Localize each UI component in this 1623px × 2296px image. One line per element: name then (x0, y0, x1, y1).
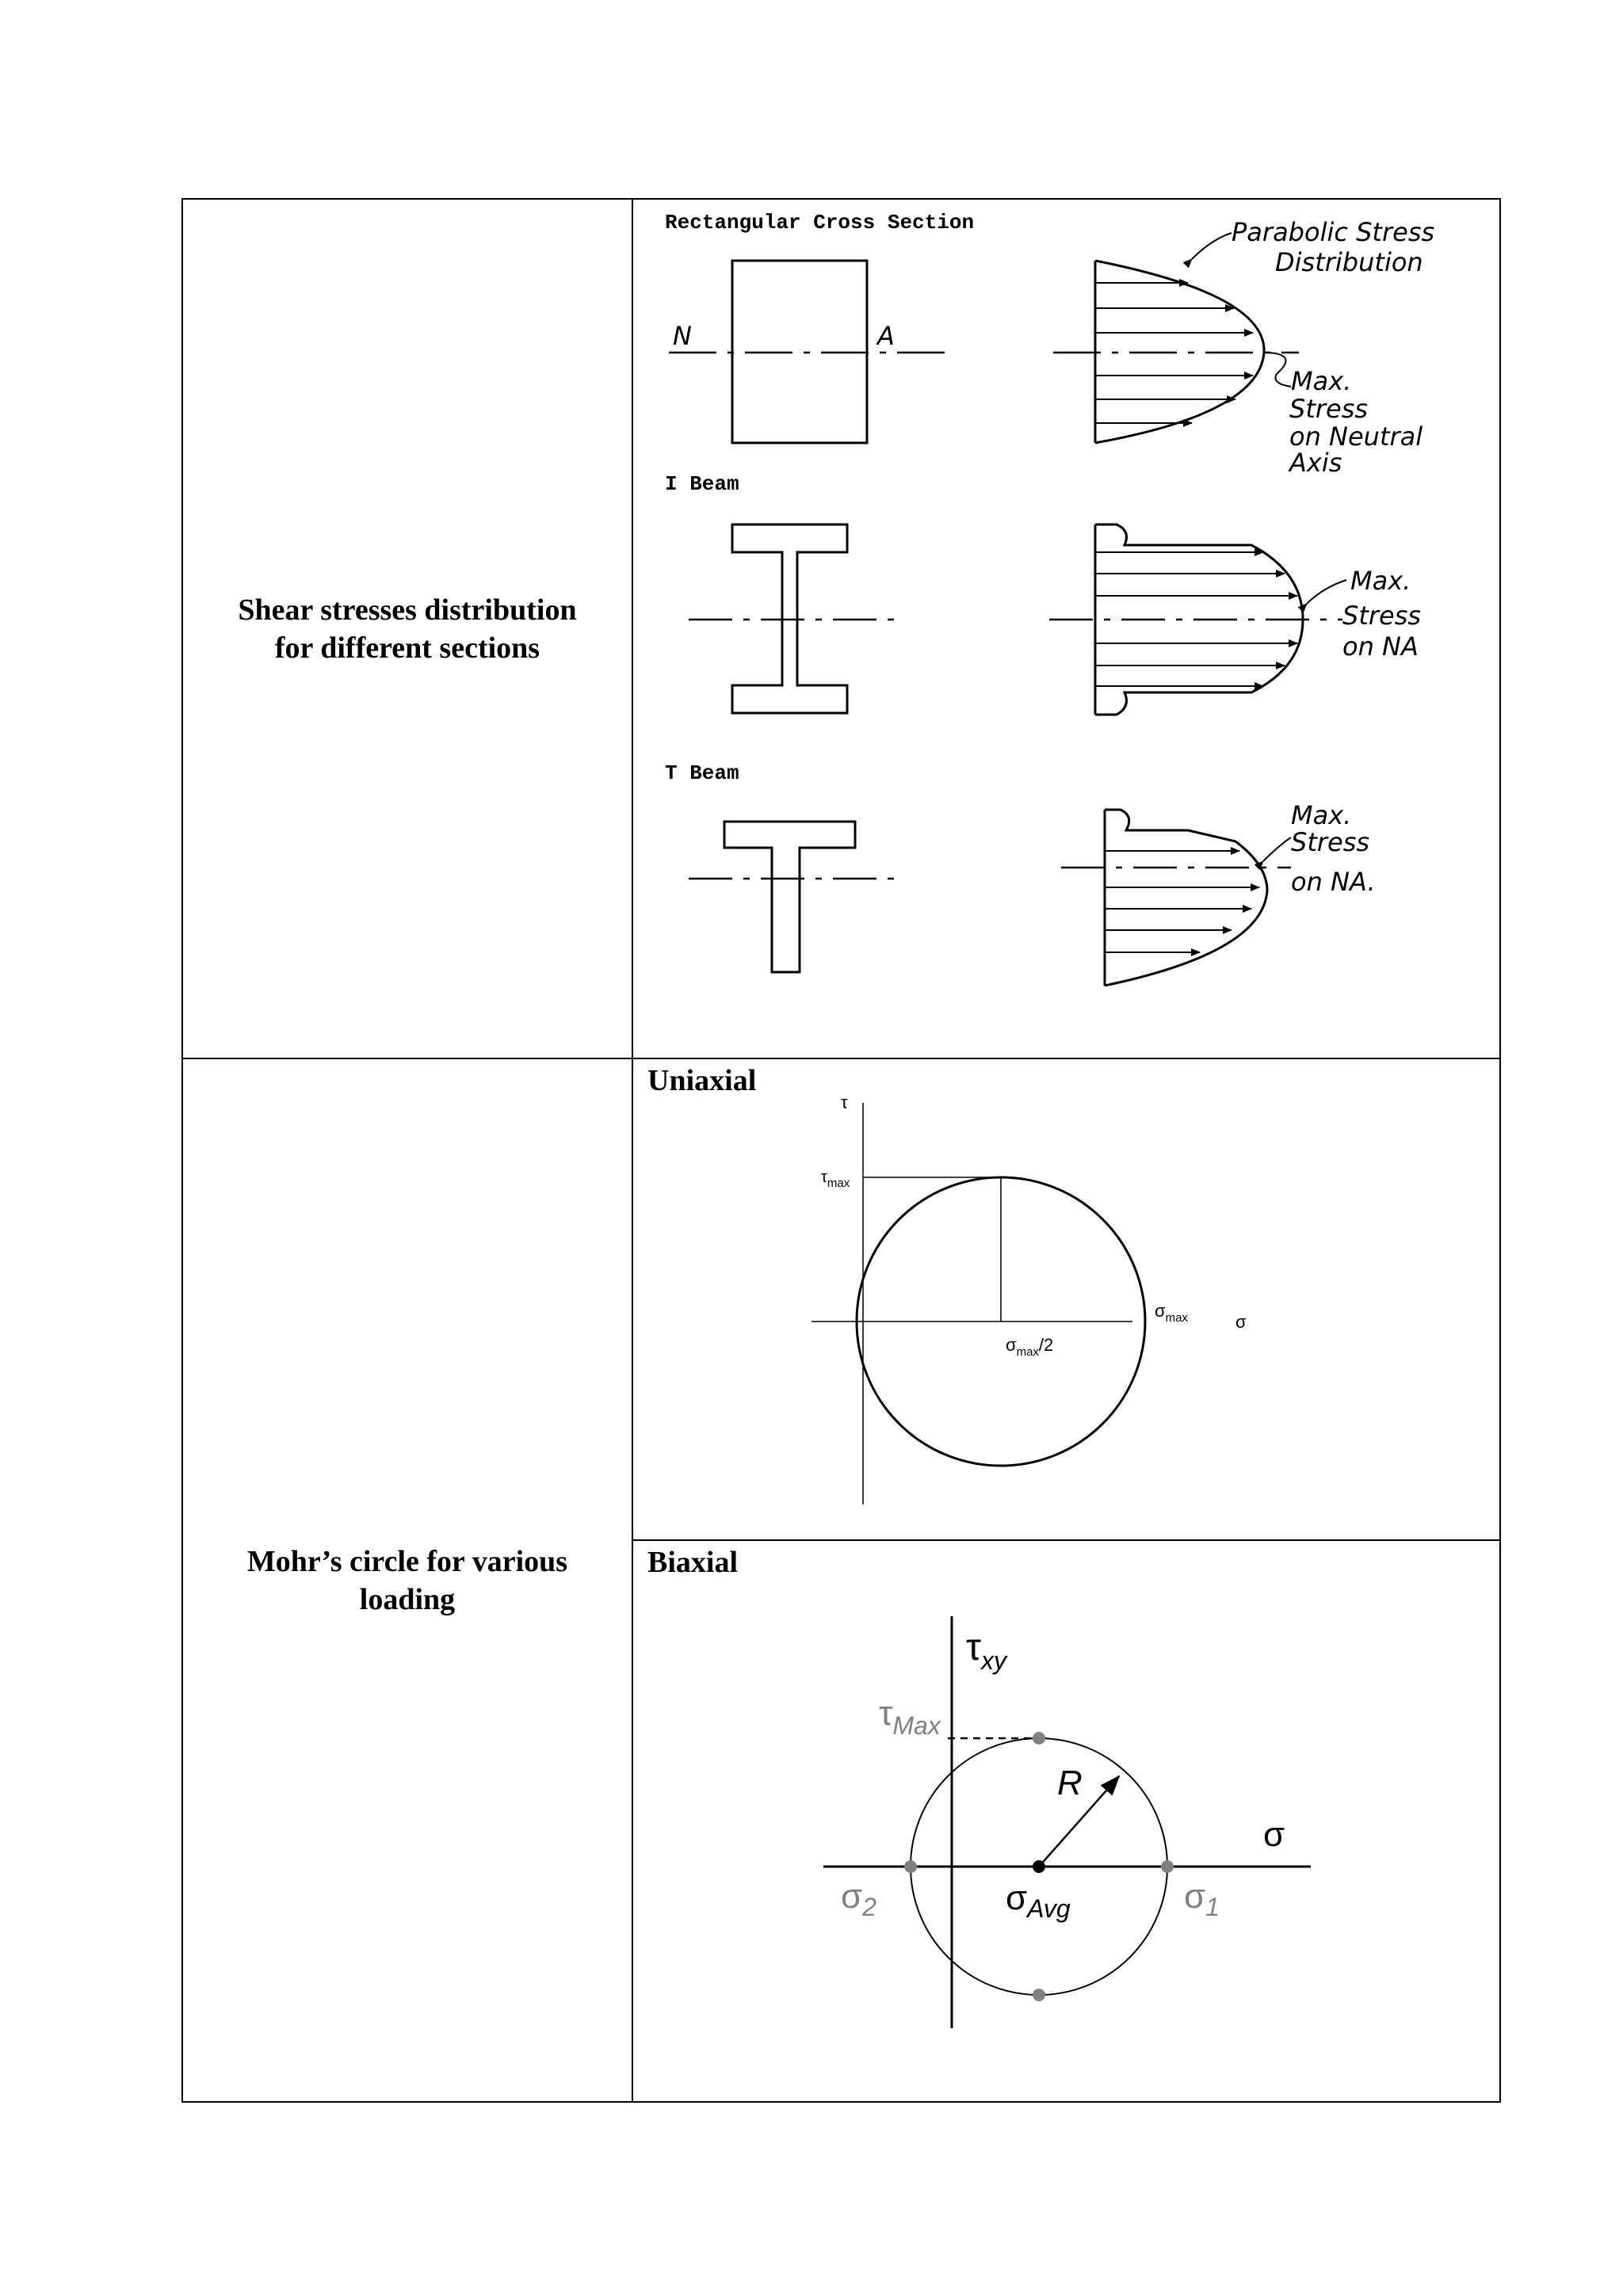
biaxial-sigma-2-sub: 2 (862, 1893, 876, 1921)
uniaxial-mohr-figure (633, 1059, 1499, 1539)
biaxial-top-point (1033, 1732, 1045, 1745)
ibeam-annotation-1: Max. (1350, 566, 1411, 596)
table-border-bottom (181, 2101, 1501, 2103)
row2-label-cell (183, 1059, 632, 2101)
tbeam-annotation-1: Max. (1291, 800, 1352, 830)
biaxial-radius-label: R (1057, 1764, 1083, 1802)
rect-annotation-pointer (1192, 233, 1232, 259)
uniaxial-title: Uniaxial (647, 1064, 757, 1097)
biaxial-tau-max-symbol: τ (879, 1694, 893, 1733)
biaxial-tau-max-label (879, 1694, 941, 1740)
uniaxial-sigma-label: σ (1235, 1312, 1247, 1332)
uniaxial-sigma-half-symbol: σ (1006, 1335, 1017, 1355)
tbeam-annotation-pointer (1263, 837, 1291, 861)
uniaxial-tau-max-symbol: τ (821, 1169, 827, 1186)
tbeam-annotation-2: Stress (1291, 827, 1370, 857)
biaxial-mohr-figure (633, 1541, 1499, 2101)
biaxial-left-point (904, 1860, 917, 1873)
biaxial-sigma-2-label (841, 1877, 876, 1921)
rect-axis-label-n: N (673, 321, 692, 351)
biaxial-tau-xy-symbol: τ (966, 1627, 981, 1669)
biaxial-tau-xy-sub: xy (980, 1646, 1006, 1675)
row2-label-line1: Mohr’s circle for various (246, 1544, 568, 1578)
ibeam-annotation-2: Stress (1342, 601, 1422, 631)
uniaxial-sigma-max-symbol: σ (1155, 1301, 1166, 1321)
row1-label-cell (183, 200, 632, 1058)
biaxial-bottom-point (1033, 1989, 1045, 2001)
row1-label-line1: Shear stresses distribution (238, 593, 577, 627)
rect-axis-label-a: A (877, 321, 895, 351)
rect-annotation-1: Max. (1291, 366, 1352, 396)
ibeam-annotation-3: on NA (1342, 631, 1419, 662)
rect-max-pointer (1267, 353, 1291, 387)
ibeam-annotation-pointer (1307, 580, 1346, 604)
row1-label (238, 591, 576, 667)
biaxial-sigma-1-symbol: σ (1184, 1877, 1206, 1916)
uniaxial-sigma-half-suffix: /2 (1038, 1335, 1054, 1355)
biaxial-title: Biaxial (647, 1546, 739, 1579)
biaxial-right-point (1161, 1860, 1174, 1873)
shear-stress-figure (633, 200, 1499, 1058)
tbeam-title: T Beam (665, 761, 739, 785)
biaxial-tau-max-sub: Max (892, 1711, 941, 1740)
comparison-table (181, 198, 1501, 2103)
uniaxial-tau-max-sub: max (827, 1177, 850, 1190)
biaxial-tau-xy-label (966, 1627, 1008, 1675)
rect-section-title: Rectangular Cross Section (665, 211, 975, 235)
table-border-right (1499, 198, 1501, 2103)
row2-label-line2: loading (359, 1582, 456, 1616)
biaxial-sigma-2-symbol: σ (841, 1877, 863, 1916)
tbeam-dist-outline (1105, 810, 1267, 986)
biaxial-sigma-avg-sub: Avg (1027, 1894, 1071, 1923)
rect-annotation-3: on Neutral (1289, 421, 1423, 452)
uniaxial-sigma-half-sub: max (1016, 1345, 1039, 1359)
biaxial-center-point (1033, 1860, 1045, 1873)
biaxial-sigma-1-label (1184, 1877, 1220, 1921)
uniaxial-sigma-max-sub: max (1165, 1311, 1188, 1325)
rect-annotation-4: Axis (1289, 448, 1342, 478)
row1-label-line2: for different sections (274, 631, 540, 665)
uniaxial-tau-label: τ (841, 1093, 848, 1112)
ibeam-title: I Beam (665, 472, 739, 496)
tbeam-annotation-3: on NA. (1291, 867, 1376, 897)
rect-annotation-top-1: Parabolic Stress (1232, 217, 1435, 247)
biaxial-sigma-1-sub: 1 (1205, 1893, 1220, 1921)
uniaxial-sigma-half-label (1006, 1335, 1053, 1359)
rect-annotation-2: Stress (1289, 394, 1369, 424)
row2-label (247, 1543, 567, 1619)
uniaxial-tau-max-label (821, 1169, 850, 1190)
uniaxial-sigma-max-label (1155, 1301, 1188, 1325)
biaxial-sigma-label: σ (1263, 1815, 1285, 1854)
tbeam-cross-section (724, 822, 855, 972)
rect-annotation-top-2: Distribution (1275, 247, 1423, 277)
biaxial-sigma-avg-label (1006, 1878, 1071, 1923)
biaxial-sigma-avg-symbol: σ (1006, 1878, 1028, 1917)
